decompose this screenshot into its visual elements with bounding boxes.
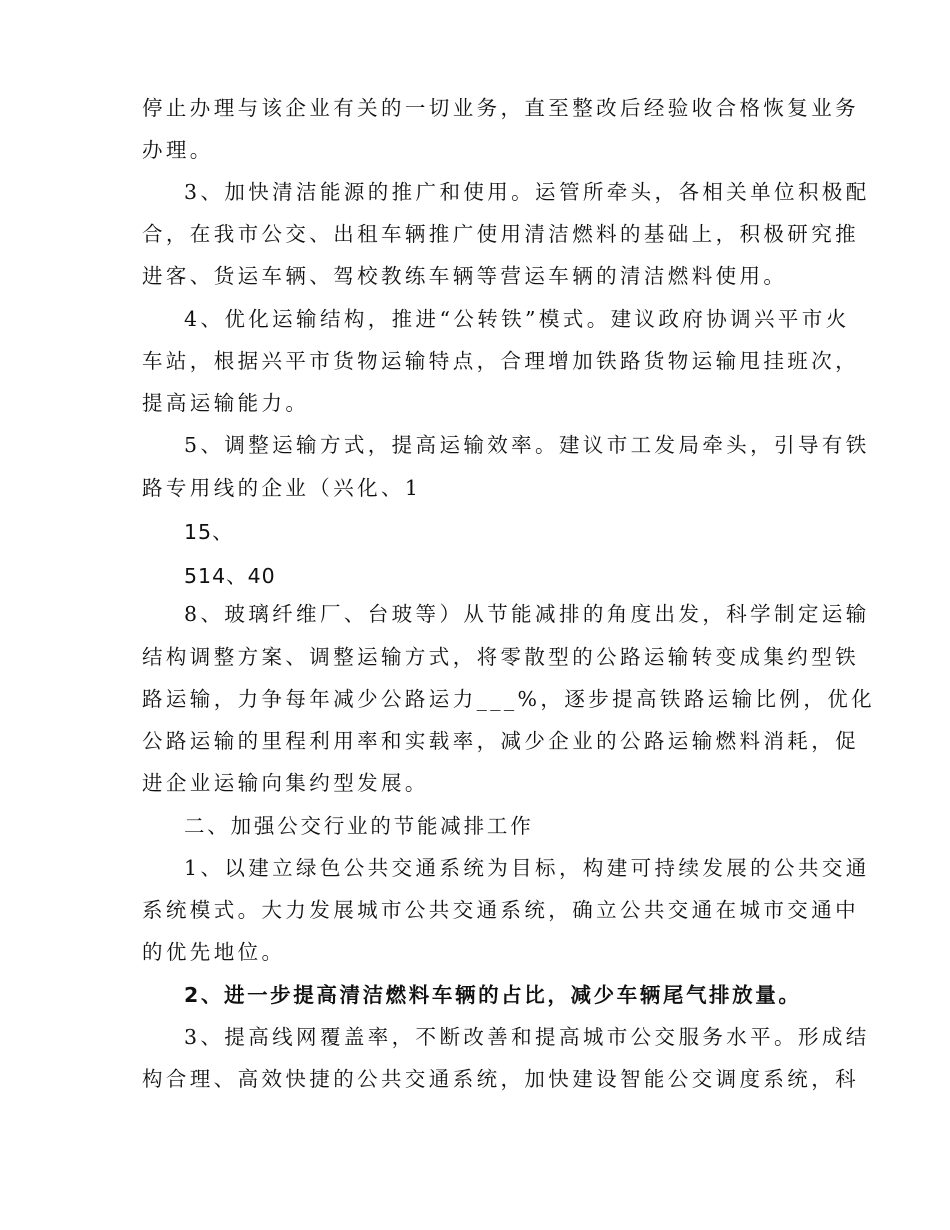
text-line: 公路运输的里程利用率和实载率，减少企业的公路运输燃料消耗，促 (142, 729, 859, 753)
paragraph-8-line: 8、玻璃纤维厂、台玻等）从节能减排的角度出发，科学制定运输 (184, 602, 870, 626)
text-line: 路运输，力争每年减少公路运力___%，逐步提高铁路运输比例，优化 (142, 687, 876, 711)
paragraph-3b-line: 3、提高线网覆盖率，不断改善和提高城市公交服务水平。形成结 (184, 1025, 870, 1049)
text-line: 车站，根据兴平市货物运输特点，合理增加铁路货物运输甩挂班次， (142, 349, 859, 373)
text-line: 结构调整方案、调整运输方式，将零散型的公路运输转变成集约型铁 (142, 645, 859, 669)
text-line: 进企业运输向集约型发展。 (142, 771, 429, 795)
stray-number-line: 514、40 (184, 564, 276, 588)
text-line: 合，在我市公交、出租车辆推广使用清洁燃料的基础上，积极研究推 (142, 222, 859, 246)
text-line: 路专用线的企业（兴化、1 (142, 476, 422, 500)
stray-number-line: 15、 (184, 520, 234, 544)
text-line: 构合理、高效快捷的公共交通系统，加快建设智能公交调度系统，科 (142, 1067, 859, 1091)
text-line: 提高运输能力。 (142, 391, 310, 415)
text-line: 系统模式。大力发展城市公共交通系统，确立公共交通在城市交通中 (142, 898, 859, 922)
paragraph-4-line: 4、优化运输结构，推进“公转铁”模式。建议政府协调兴平市火 (184, 307, 850, 331)
text-line: 进客、货运车辆、驾校教练车辆等营运车辆的清洁燃料使用。 (142, 264, 788, 288)
paragraph-5-line: 5、调整运输方式，提高运输效率。建议市工发局牵头，引导有铁 (184, 433, 870, 457)
bold-paragraph-line: 2、进一步提高清洁燃料车辆的占比，减少车辆尾气排放量。 (184, 983, 802, 1007)
text-line: 的优先地位。 (142, 940, 286, 964)
text-line: 停止办理与该企业有关的一切业务，直至整改后经验收合格恢复业务 (142, 96, 859, 120)
paragraph-1-line: 1、以建立绿色公共交通系统为目标，构建可持续发展的公共交通 (184, 856, 870, 880)
paragraph-3-line: 3、加快清洁能源的推广和使用。运管所牵头，各相关单位积极配 (184, 180, 870, 204)
section-heading: 二、加强公交行业的节能减排工作 (184, 814, 534, 838)
text-line: 办理。 (142, 138, 214, 162)
